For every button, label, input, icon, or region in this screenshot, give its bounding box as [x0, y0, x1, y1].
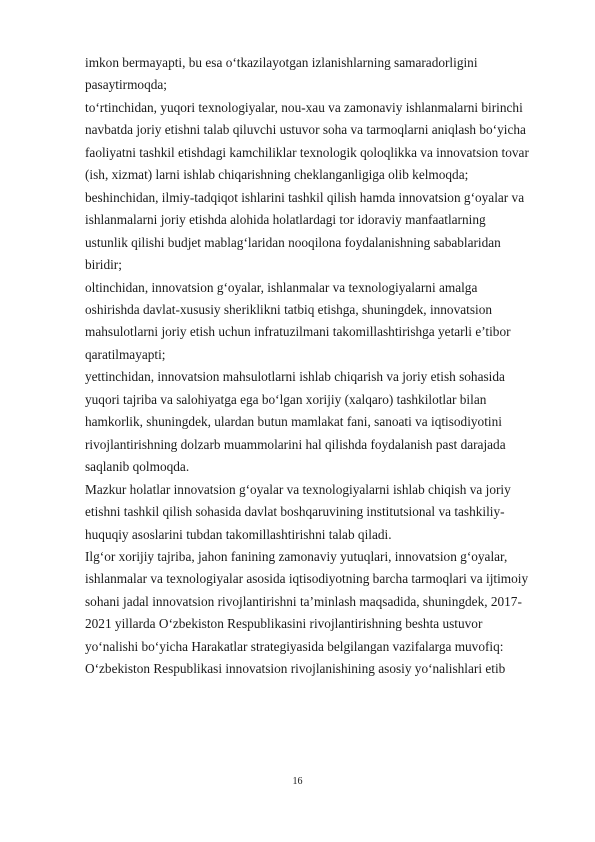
text-line: saqlanib qolmoqda. — [85, 459, 190, 475]
text-line: yo‘nalishi bo‘yicha Harakatlar strategiyasida belgilangan vazifalarga muvofiq: — [85, 638, 504, 654]
text-line: yuqori tajriba va salohiyatga ega bo‘lgan xorijiy (xalqaro) tashkilotlar bilan — [85, 391, 487, 407]
text-line: hamkorlik, shuningdek, ulardan butun mamlakat fani, sanoati va iqtisodiyotini — [85, 414, 502, 430]
text-line: ishlanmalar va texnologiyalar asosida iqtisodiyotning barcha tarmoqlari va ijtimoiy — [85, 571, 529, 587]
text-line: 2021 yillarda O‘zbekiston Respublikasini rivojlantirishning beshta ustuvor — [85, 616, 483, 632]
text-line: Ilg‘or xorijiy tajriba, jahon fanining zamonaviy yutuqlari, innovatsion g‘oyalar, — [85, 548, 508, 564]
text-line: to‘rtinchidan, yuqori texnologiyalar, nou-xau va zamonaviy ishlanmalarni birinchi — [85, 99, 523, 115]
page-number: 16 — [292, 776, 303, 787]
text-line: ishlanmalarni joriy etishda alohida holatlardagi tor idoraviy manfaatlarning — [85, 212, 486, 228]
text-line: faoliyatni tashkil etishdagi kamchiliklar texnologik qoloqlikka va innovatsion tovar — [85, 144, 529, 160]
text-line: biridir; — [85, 257, 122, 273]
text-line: huquqiy asoslarini tubdan takomillashtirishni talab qiladi. — [85, 526, 392, 542]
text-line: etishni tashkil qilish sohasida davlat boshqaruvining institutsional va tashkiliy- — [85, 504, 505, 520]
text-line: oltinchidan, innovatsion g‘oyalar, ishlanmalar va texnologiyalarni amalga — [85, 279, 478, 295]
text-line: (ish, xizmat) larni ishlab chiqarishning cheklanganligiga olib kelmoqda; — [85, 167, 469, 183]
text-line: ustunlik qilishi budjet mablag‘laridan nooqilona foydalanishning sabablaridan — [85, 234, 501, 250]
text-line: qaratilmayapti; — [85, 346, 166, 362]
text-line: imkon bermayapti, bu esa o‘tkazilayotgan izlanishlarning samaradorligini — [85, 55, 478, 70]
text-line: rivojlantirishning dolzarb muammolarini hal qilishda foydalanish past darajada — [85, 436, 506, 452]
text-line: Mazkur holatlar innovatsion g‘oyalar va texnologiyalarni ishlab chiqish va joriy — [85, 481, 511, 497]
text-line: oshirishda davlat-xususiy sheriklikni tatbiq etishga, shuningdek, innovatsion — [85, 301, 492, 317]
text-line: pasaytirmoqda; — [85, 77, 167, 93]
text-line: yettinchidan, innovatsion mahsulotlarni ishlab chiqarish va joriy etish sohasida — [85, 369, 505, 385]
text-line: beshinchidan, ilmiy-tadqiqot ishlarini tashkil qilish hamda innovatsion g‘oyalar va — [85, 189, 525, 205]
document-body — [85, 52, 560, 681]
text-line: O‘zbekiston Respublikasi innovatsion rivojlanishining asosiy yo‘nalishlari etib — [85, 661, 506, 677]
text-line: sohani jadal innovatsion rivojlantirishni ta’minlash maqsadida, shuningdek, 2017- — [85, 593, 522, 609]
text-line: navbatda joriy etishni talab qiluvchi ustuvor soha va tarmoqlarni aniqlash bo‘yicha — [85, 122, 526, 138]
text-line: mahsulotlarni joriy etish uchun infratuzilmani takomillashtirishga yetarli e’tibor — [85, 324, 511, 340]
